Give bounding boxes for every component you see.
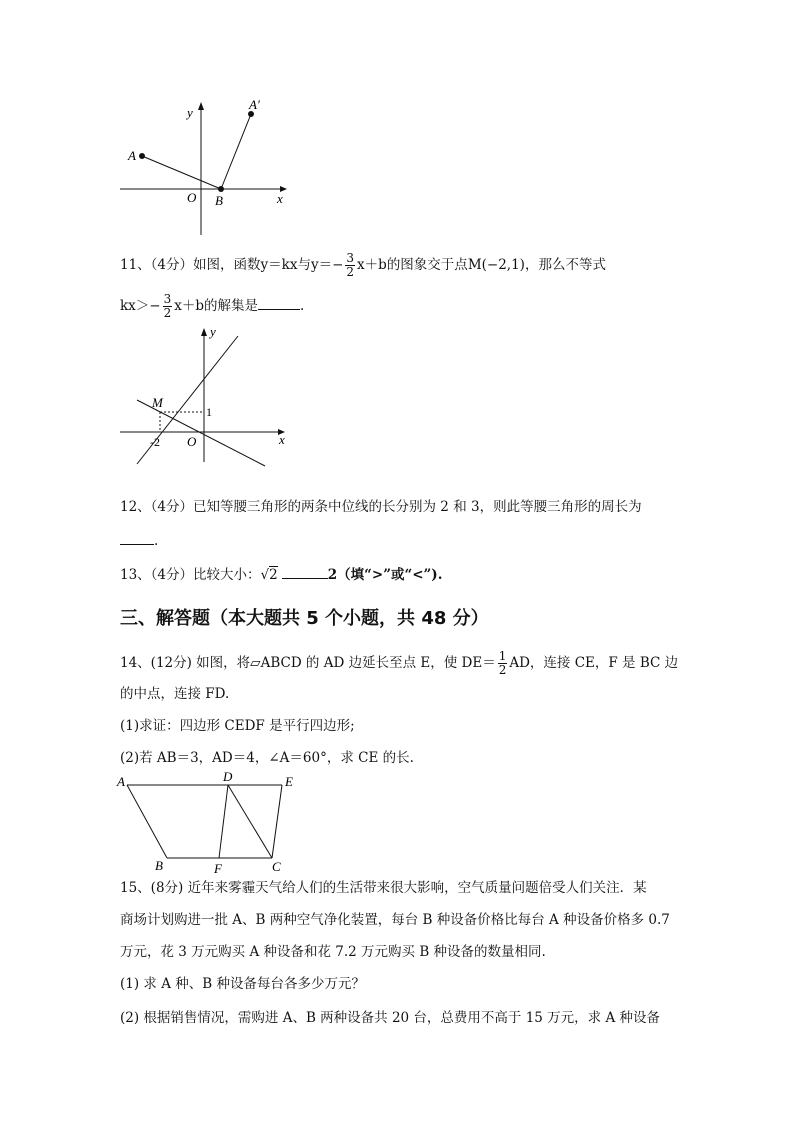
question-15-line1 — [120, 878, 647, 898]
q11-f1: y＝kx — [260, 257, 298, 273]
q14-line2: 的中点，连接 FD. — [120, 686, 230, 702]
q14-part1: (1)求证：四边形 CEDF 是平行四边形; — [120, 718, 355, 734]
segment-AB — [142, 156, 221, 189]
edge-DC — [228, 785, 272, 858]
q11-ineq-frac-num: 3 — [163, 292, 172, 306]
q11-mid: 与 — [297, 257, 311, 273]
label-C: C — [272, 859, 281, 874]
label-B: B — [155, 858, 163, 873]
section-3-heading: 三、解答题（本大题共 5 个小题，共 48 分） — [120, 608, 489, 629]
question-15-part2 — [120, 1008, 660, 1028]
q14-fraction — [498, 650, 508, 677]
edge-EC — [272, 785, 282, 858]
q11-ineq-post: x＋b — [174, 298, 205, 314]
question-14-line1 — [120, 650, 678, 677]
q14-frac-num: 1 — [498, 649, 507, 663]
label-F: F — [214, 861, 222, 876]
q11-prefix: 11、（4分）如图，函数 — [120, 257, 261, 273]
label-y: y — [187, 105, 193, 120]
question-15-part1 — [120, 974, 365, 994]
label-E: E — [285, 774, 293, 789]
q13-radicand: 2 — [269, 567, 278, 583]
figure-1-graph — [115, 95, 300, 240]
question-13 — [120, 564, 442, 585]
q11-answer-blank[interactable] — [258, 295, 300, 310]
label-neg2: -2 — [150, 435, 160, 449]
label-O: O — [187, 434, 197, 449]
label-Aprime: A′ — [249, 97, 260, 112]
q11-frac-num: 3 — [346, 251, 355, 265]
question-14-part2 — [120, 748, 414, 768]
q11-f2-post: x＋b — [357, 257, 387, 273]
q14-line1-pre: 14、(12分) 如图，将▱ABCD 的 AD 边延长至点 E，使 DE＝ — [120, 655, 496, 671]
q15-line2: 商场计划购进一批 A、B 两种空气净化装置，每台 B 种设备价格比每台 A 种设备价格多 0.7 — [120, 912, 670, 928]
q15-part2: (2) 根据销售情况，需购进 A、B 两种设备共 20 台，总费用不高于 15 万元，求 A 种设备 — [120, 1010, 661, 1026]
question-12-line2 — [120, 530, 158, 551]
label-y: y — [210, 324, 216, 339]
label-O: O — [187, 190, 197, 205]
edge-FD — [219, 785, 228, 858]
label-1: 1 — [206, 405, 212, 419]
q11-fraction — [345, 252, 355, 279]
question-14-line2 — [120, 684, 229, 704]
q15-line3: 万元，花 3 万元购买 A 种设备和花 7.2 万元购买 B 种设备的数量相同. — [120, 944, 546, 960]
question-12-line1 — [120, 497, 642, 517]
y-axis-arrow — [201, 328, 207, 336]
question-15-line3 — [120, 942, 546, 962]
q12-end: . — [154, 533, 159, 549]
label-A: A — [117, 774, 125, 789]
figure-2-graph — [115, 322, 295, 470]
q11-f2-pre: y＝− — [310, 257, 344, 273]
y-axis-arrow — [198, 102, 204, 110]
q11-point: M(−2,1) — [467, 257, 525, 273]
q13-after: 2（填“>”或“<”). — [327, 567, 443, 583]
q15-part1: (1) 求 A 种、B 种设备每台各多少万元？ — [120, 976, 365, 992]
label-A: A — [128, 148, 136, 163]
q11-ineq-frac-den: 2 — [163, 306, 172, 320]
q11-tail: 的解集是 — [204, 298, 259, 314]
question-11-line1 — [120, 252, 606, 279]
q14-part2: (2)若 AB＝3，AD＝4，∠A＝60°，求 CE 的长. — [120, 750, 414, 766]
point-A — [139, 153, 145, 159]
edge-AB — [127, 785, 167, 858]
segment-BAprime — [221, 114, 251, 189]
q13-prefix: 13、（4分）比较大小： — [120, 567, 261, 583]
q11-ineq-fraction — [163, 293, 173, 320]
figure-3-parallelogram — [115, 770, 305, 880]
q11-frac-den: 2 — [346, 265, 355, 279]
q11-ineq-pre: kx＞− — [120, 298, 161, 314]
q14-line1-post: AD，连接 CE，F 是 BC 边 — [509, 655, 679, 671]
q11-mid2: 的图象交于点 — [386, 257, 468, 273]
label-B: B — [215, 193, 223, 208]
label-D: D — [223, 770, 233, 784]
label-M: M — [152, 395, 163, 410]
question-11-line2 — [120, 293, 304, 320]
q12-text: 12、（4分）已知等腰三角形的两条中位线的长分别为 2 和 3，则此等腰三角形的周长为 — [120, 499, 642, 515]
q15-line1: 15、(8分) 近年来雾霾天气给人们的生活带来很大影响，空气质量问题倍受人们关注．某 — [120, 880, 647, 896]
q13-answer-blank[interactable] — [282, 564, 328, 579]
question-14-part1 — [120, 716, 355, 736]
q14-frac-den: 2 — [498, 663, 507, 677]
q11-end: . — [300, 298, 305, 314]
question-15-line2 — [120, 910, 670, 930]
label-x: x — [277, 191, 283, 206]
point-B — [218, 186, 224, 192]
label-x: x — [279, 432, 285, 447]
q11-suffix: ，那么不等式 — [524, 257, 606, 273]
q12-answer-blank[interactable] — [120, 530, 154, 545]
sqrt-symbol: √ — [260, 567, 270, 583]
